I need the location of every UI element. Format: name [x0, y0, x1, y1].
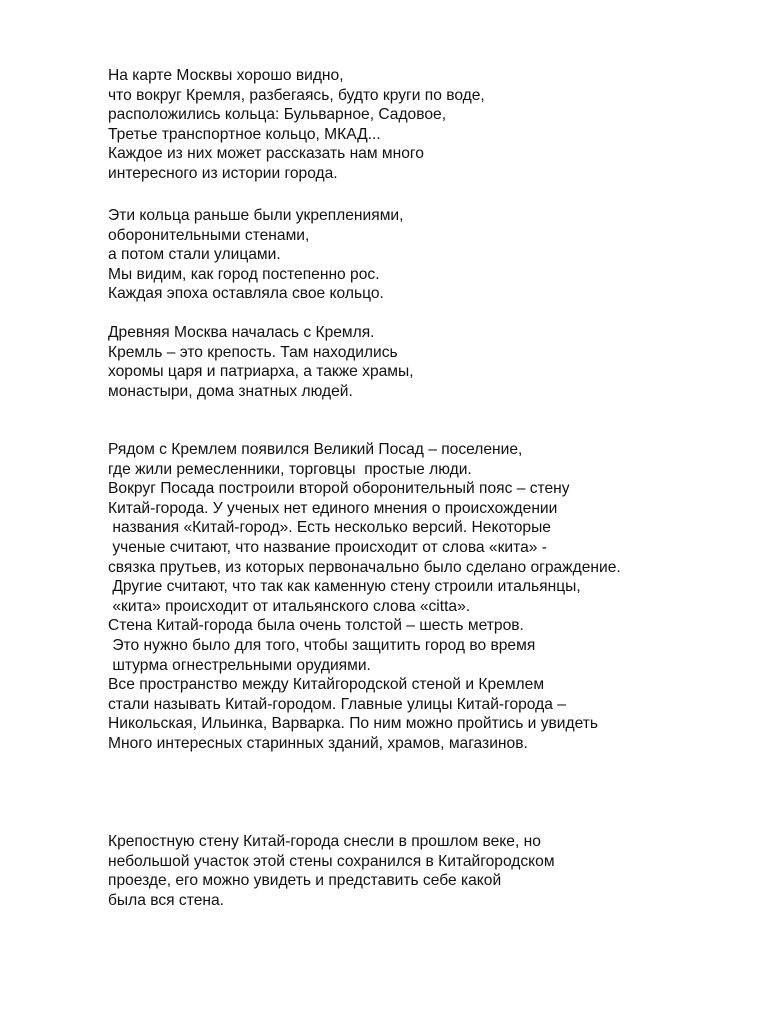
text-line: На карте Москвы хорошо видно,: [108, 67, 344, 84]
paragraph-fortifications: [108, 206, 403, 304]
text-line: Древняя Москва началась с Кремля.: [108, 324, 375, 341]
text-line: стали называть Китай-городом. Главные улицы Китай-города –: [108, 695, 566, 713]
text-line: Мы видим, как город постепенно рос.: [108, 265, 380, 283]
text-line: Все пространство между Китайгородской стеной и Кремлем: [108, 676, 545, 694]
text-line: Каждое из них может рассказать нам много: [108, 145, 424, 163]
text-line: названия «Китай-город». Есть несколько версий. Некоторые: [108, 519, 551, 537]
text-line: Эти кольца раньше были укреплениями,: [108, 207, 404, 224]
text-line: Третье транспортное кольцо, МКАД...: [108, 125, 381, 143]
text-line: Стена Китай-города была очень толстой – шесть метров.: [108, 617, 524, 635]
text-line: проезде, его можно увидеть и представить себе какой: [108, 872, 502, 890]
text-line: была вся стена.: [108, 891, 224, 909]
paragraph-kitay-gorod: [108, 440, 621, 754]
text-line: связка прутьев, из которых первоначально было сделано ограждение.: [108, 558, 621, 576]
text-line: хоромы царя и патриарха, а также храмы,: [108, 363, 414, 381]
text-line: что вокруг Кремля, разбегаясь, будто круги по воде,: [108, 86, 485, 104]
text-line: Вокруг Посада построили второй оборонительный пояс – стену: [108, 480, 570, 498]
text-line: расположились кольца: Бульварное, Садовое,: [108, 106, 447, 124]
text-line: Много интересных старинных зданий, храмов, магазинов.: [108, 734, 528, 752]
text-line: где жили ремесленники, торговцы простые люди.: [108, 460, 472, 478]
text-line: интересного из истории города.: [108, 164, 338, 182]
text-line: Китай-города. У ученых нет единого мнения о происхождении: [108, 499, 558, 517]
text-line: штурма огнестрельными орудиями.: [108, 656, 371, 674]
text-line: ученые считают, что название происходит от слова «кита» -: [108, 538, 547, 556]
text-line: «кита» происходит от итальянского слова «citta».: [108, 597, 471, 615]
text-line: Крепостную стену Китай-города снесли в прошлом веке, но: [108, 833, 541, 850]
text-line: Рядом с Кремлем появился Великий Посад – поселение,: [108, 441, 523, 458]
text-line: Другие считают, что так как каменную стену строили итальянцы,: [108, 578, 581, 596]
text-line: небольшой участок этой стены сохранился в Китайгородском: [108, 852, 555, 870]
text-line: монастыри, дома знатных людей.: [108, 382, 353, 400]
text-line: Каждая эпоха оставляла свое кольцо.: [108, 285, 384, 303]
paragraph-wall-demolished: [108, 832, 555, 910]
text-line: оборонительными стенами,: [108, 226, 310, 244]
text-line: Кремль – это крепость. Там находились: [108, 343, 398, 361]
paragraph-ancient-moscow: [108, 323, 414, 401]
text-line: Никольская, Ильинка, Варварка. По ним можно пройтись и увидеть: [108, 715, 599, 733]
text-line: а потом стали улицами.: [108, 246, 281, 264]
paragraph-moscow-rings: [108, 66, 485, 184]
text-line: Это нужно было для того, чтобы защитить город во время: [108, 636, 536, 654]
